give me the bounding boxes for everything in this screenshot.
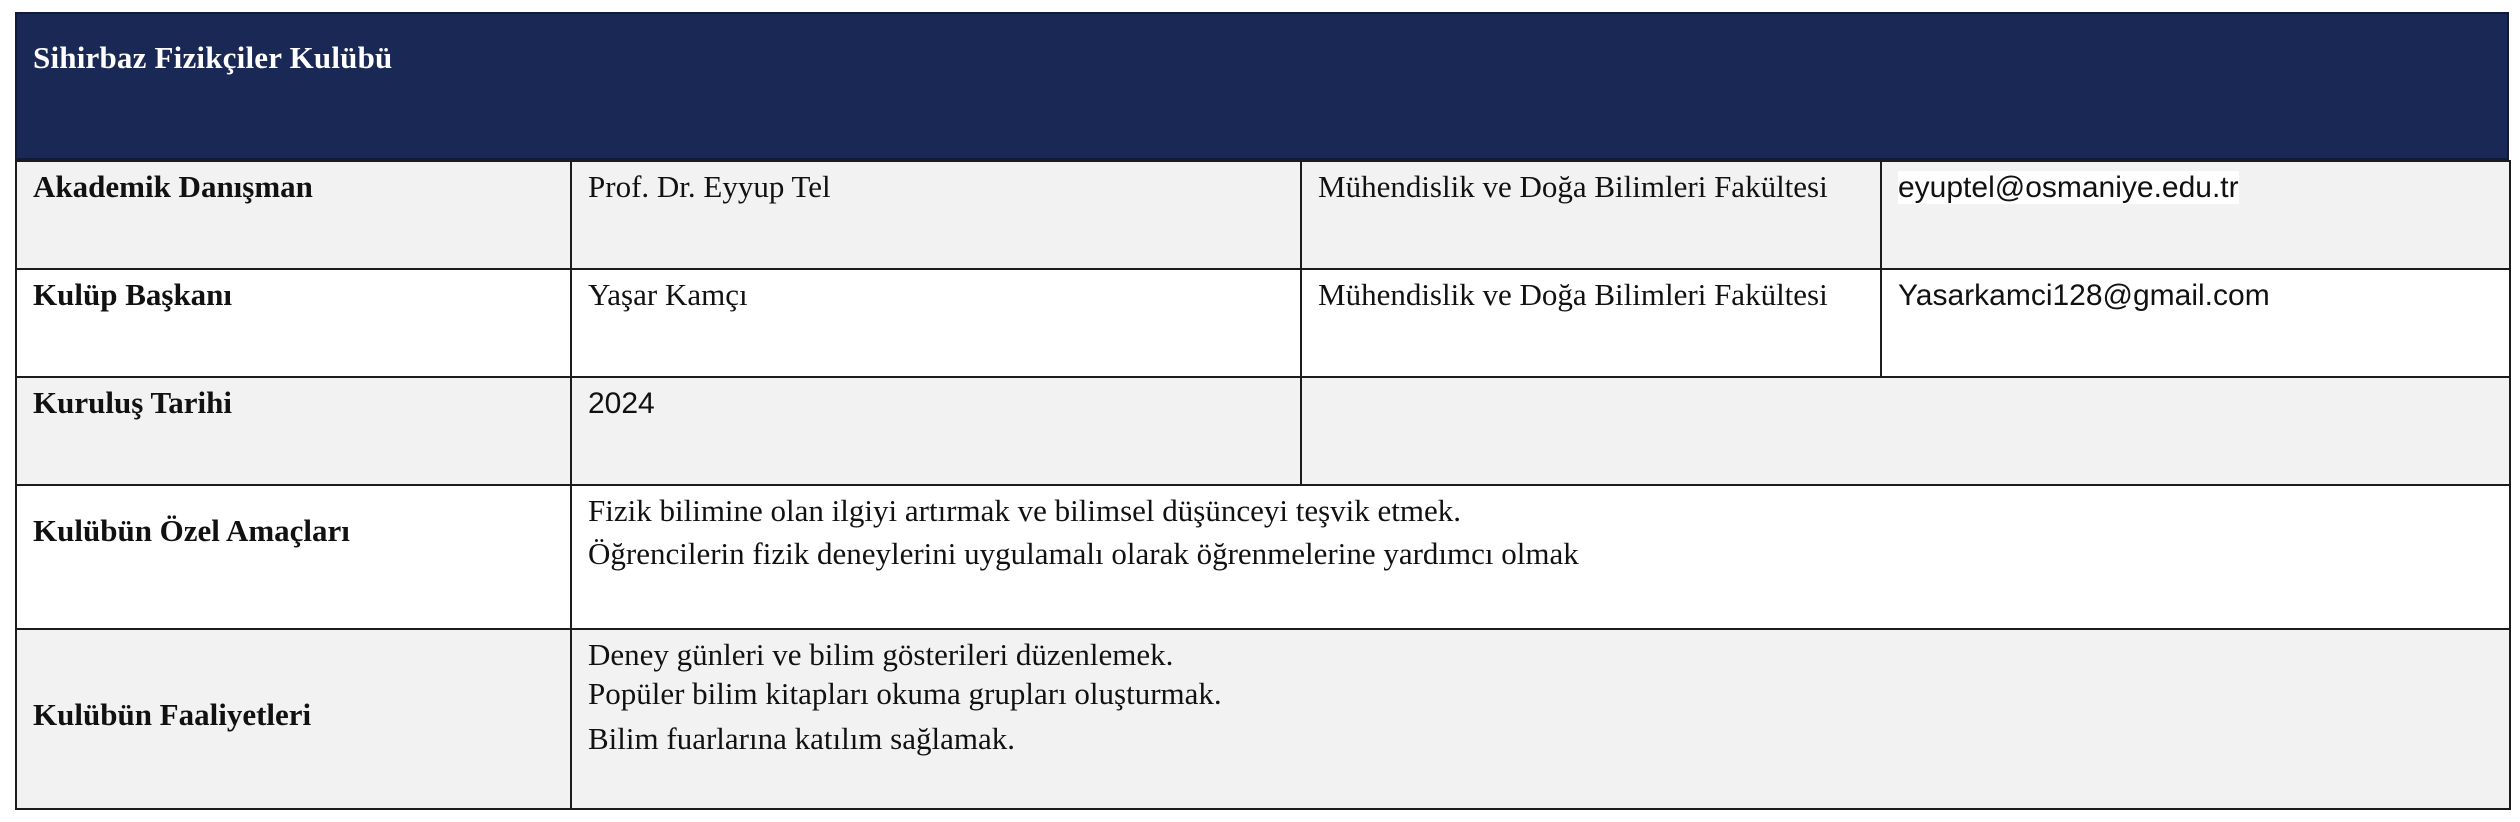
- title-banner: [15, 12, 2509, 160]
- club-info-table: [15, 160, 2511, 810]
- advisor-label: Akademik Danışman: [16, 161, 571, 269]
- advisor-email: eyuptel@osmaniye.edu.tr: [1898, 171, 2239, 204]
- advisor-email-cell: [1881, 161, 2510, 269]
- founded-value-cell: [571, 377, 1301, 485]
- advisor-faculty: Mühendislik ve Doğa Bilimleri Fakültesi: [1301, 161, 1881, 269]
- activity-line: Bilim fuarlarına katılım sağlamak.: [588, 720, 1015, 756]
- president-name: Yaşar Kamçı: [571, 269, 1301, 377]
- activity-line: Popüler bilim kitapları okuma grupları oluşturmak.: [588, 675, 1222, 711]
- founded-row: [16, 377, 2510, 485]
- advisor-name: Prof. Dr. Eyyup Tel: [571, 161, 1301, 269]
- advisor-row: [16, 161, 2510, 269]
- founded-empty-cell: [1301, 377, 2510, 485]
- activities-label: Kulübün Faaliyetleri: [16, 629, 571, 809]
- club-info-sheet: [15, 12, 2509, 810]
- founded-label: Kuruluş Tarihi: [16, 377, 571, 485]
- activities-row: [16, 629, 2510, 809]
- president-email-cell: [1881, 269, 2510, 377]
- goals-row: [16, 485, 2510, 629]
- president-email: Yasarkamci128@gmail.com: [1898, 279, 2270, 312]
- goal-line: Öğrencilerin fizik deneylerini uygulamalı olarak öğrenmelerine yardımcı olmak: [588, 535, 1579, 571]
- goal-line: Fizik bilimine olan ilgiyi artırmak ve bilimsel düşünceyi teşvik etmek.: [588, 493, 1462, 528]
- president-row: [16, 269, 2510, 377]
- president-faculty: Mühendislik ve Doğa Bilimleri Fakültesi: [1301, 269, 1881, 377]
- activities-text: [571, 629, 2510, 809]
- president-label: Kulüp Başkanı: [16, 269, 571, 377]
- goals-text: [571, 485, 2510, 629]
- founded-value: 2024: [588, 387, 655, 420]
- club-title: Sihirbaz Fizikçiler Kulübü: [33, 40, 393, 75]
- goals-label: Kulübün Özel Amaçları: [16, 485, 571, 629]
- activity-line: Deney günleri ve bilim gösterileri düzenlemek.: [588, 637, 1174, 672]
